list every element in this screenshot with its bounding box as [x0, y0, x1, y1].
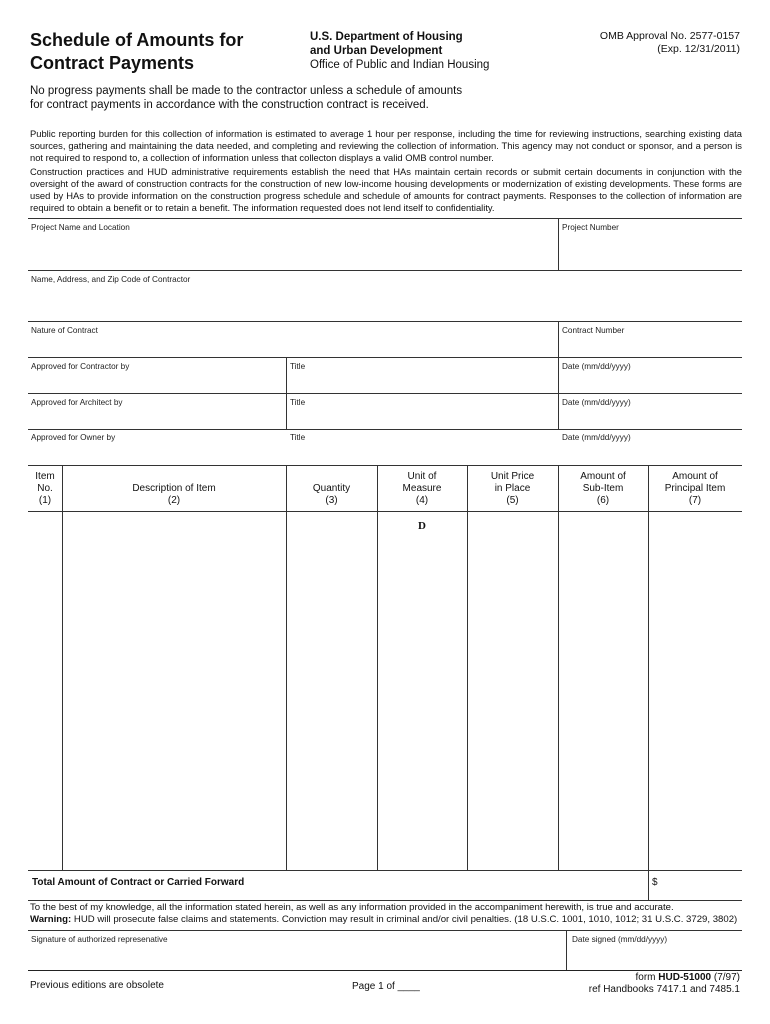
table-bottom-rule	[28, 870, 742, 871]
title-line-1: Schedule of Amounts for	[30, 30, 244, 50]
rule-1	[28, 270, 742, 271]
total-bottom-rule	[28, 900, 742, 901]
agency-line-1: U.S. Department of Housing	[310, 31, 463, 43]
form-title	[30, 29, 290, 75]
total-amount-field[interactable]: $	[652, 877, 658, 888]
col-5-line-3: (5)	[506, 495, 519, 506]
project-name-field[interactable]: Project Name and Location	[31, 223, 130, 232]
contractor-title-field[interactable]: Title	[290, 362, 306, 371]
date-signed-field[interactable]: Date signed (mm/dd/yyyy)	[572, 935, 668, 944]
nature-of-contract-field[interactable]: Nature of Contract	[31, 326, 98, 335]
col-6-line-2: Sub-Item	[582, 483, 624, 494]
rule-3	[28, 357, 742, 358]
col-6-line-1: Amount of	[580, 471, 626, 482]
form-id-line	[589, 972, 740, 984]
schedule-entry-area[interactable]	[28, 512, 742, 869]
col-header-amount-sub-item	[558, 471, 648, 507]
notice-line-2: for contract payments in accordance with the construction contract is received.	[30, 99, 429, 111]
col-6-line-3: (6)	[596, 495, 610, 506]
rule-5	[28, 429, 742, 430]
approved-contractor-field[interactable]: Approved for Contractor by	[31, 362, 130, 371]
warning-label: Warning:	[30, 914, 72, 925]
contractor-date-field[interactable]: Date (mm/dd/yyyy)	[562, 362, 631, 371]
approved-owner-field[interactable]: Approved for Owner by	[31, 433, 116, 442]
col-3-line-3: (3)	[325, 495, 338, 506]
agency-line-3: Office of Public and Indian Housing	[310, 59, 490, 71]
col-5-line-2: in Place	[494, 483, 531, 494]
warning-line	[30, 914, 742, 926]
notice-line-1: No progress payments shall be made to the contractor unless a schedule of amounts	[30, 85, 463, 97]
rule-2	[28, 321, 742, 322]
col-7-line-1: Amount of	[672, 471, 718, 482]
col-1-line-1: Item	[35, 471, 55, 482]
col-header-unit-of-measure	[377, 471, 467, 507]
total-dollar-divider	[648, 870, 649, 900]
rule-date-divider	[558, 321, 559, 429]
burden-paragraph-2: Construction practices and HUD administrative requirements establish the need that HAs maintain certain records or submit certain documents in conjunction with the oversight of the award of construction contracts for the construction of new low-income housing developments or modernization of existing developments. These forms are used by HAs to provide information on the construction progress schedule and schedule of amounts for contract payments. Responses to the collection of information are required to obtain a benefit or to retain a benefit. The information requested does not lend itself to confidentiality.	[30, 166, 742, 213]
contractor-field[interactable]: Name, Address, and Zip Code of Contractor	[31, 275, 191, 284]
form-id: HUD-51000	[658, 972, 712, 983]
architect-date-field[interactable]: Date (mm/dd/yyyy)	[562, 398, 631, 407]
form-prefix: form	[635, 972, 659, 983]
col-header-item-no	[28, 471, 62, 507]
omb-approval	[520, 30, 740, 56]
col-header-quantity	[286, 471, 377, 507]
certification-block	[30, 902, 742, 926]
approved-architect-field[interactable]: Approved for Architect by	[31, 398, 123, 407]
signature-bottom-rule	[28, 970, 742, 971]
rule-project-divider	[558, 218, 559, 270]
payment-notice	[30, 84, 750, 112]
previous-editions-note: Previous editions are obsolete	[30, 980, 164, 991]
handbook-ref: ref Handbooks 7417.1 and 7485.1	[588, 984, 740, 995]
stray-mark: D	[418, 520, 426, 532]
rule-4	[28, 393, 742, 394]
certification-text: To the best of my knowledge, all the information stated herein, as well as any information provided in the accompaniment herewith, is true and accurate.	[30, 902, 674, 913]
col-1-line-2: No.	[37, 483, 53, 494]
omb-expiry: (Exp. 12/31/2011)	[657, 43, 740, 55]
col-2-line-1	[62, 471, 286, 483]
owner-date-field[interactable]: Date (mm/dd/yyyy)	[562, 433, 631, 442]
col-2-line-2: Description of Item	[132, 483, 216, 494]
signature-field[interactable]: Signature of authorized represenative	[31, 935, 168, 944]
warning-text: HUD will prosecute false claims and statements. Conviction may result in criminal and/or civil penalties. (18 U.S.C. 1001, 1010, 1012; 31 U.S.C. 3729, 3802)	[71, 914, 738, 925]
table-top-rule	[28, 465, 742, 466]
burden-statement	[30, 128, 742, 216]
signature-divider	[566, 930, 567, 970]
col-1-line-3: (1)	[38, 495, 52, 506]
rule-top	[28, 218, 742, 219]
form-identifier	[589, 972, 740, 996]
total-amount-label: Total Amount of Contract or Carried Forward	[32, 877, 245, 888]
project-number-field[interactable]: Project Number	[562, 223, 619, 232]
col-header-amount-principal	[648, 471, 742, 507]
col-3-line-1	[286, 471, 377, 483]
form-suffix: (7/97)	[711, 972, 740, 983]
agency-line-2: and Urban Development	[310, 45, 443, 57]
col-3-line-2: Quantity	[312, 483, 351, 494]
col-header-description	[62, 471, 286, 507]
omb-number: OMB Approval No. 2577-0157	[599, 30, 740, 42]
col-7-line-2: Principal Item	[664, 483, 726, 494]
col-4-line-1: Unit of	[407, 471, 437, 482]
page-number: Page 1 of ____	[352, 981, 420, 992]
col-4-line-3: (4)	[415, 495, 429, 506]
col-7-line-3: (7)	[688, 495, 702, 506]
col-4-line-2: Measure	[402, 483, 442, 494]
col-2-line-3: (2)	[167, 495, 181, 506]
col-header-unit-price	[467, 471, 558, 507]
col-5-line-1: Unit Price	[490, 471, 535, 482]
contract-number-field[interactable]: Contract Number	[562, 326, 625, 335]
architect-title-field[interactable]: Title	[290, 398, 306, 407]
signature-top-rule	[28, 930, 742, 931]
title-line-2: Contract Payments	[30, 53, 195, 73]
owner-title-field[interactable]: Title	[290, 433, 306, 442]
burden-paragraph-1: Public reporting burden for this collection of information is estimated to average 1 hour per response, including the time for reviewing instructions, searching existing data sources, gathering and maintaining the data needed, and completing and reviewing the collection of information. This agency may not conduct or sponsor, and a person is not required to respond to, a collection of information unless that collecton displays a valid OMB control number.	[30, 128, 742, 163]
